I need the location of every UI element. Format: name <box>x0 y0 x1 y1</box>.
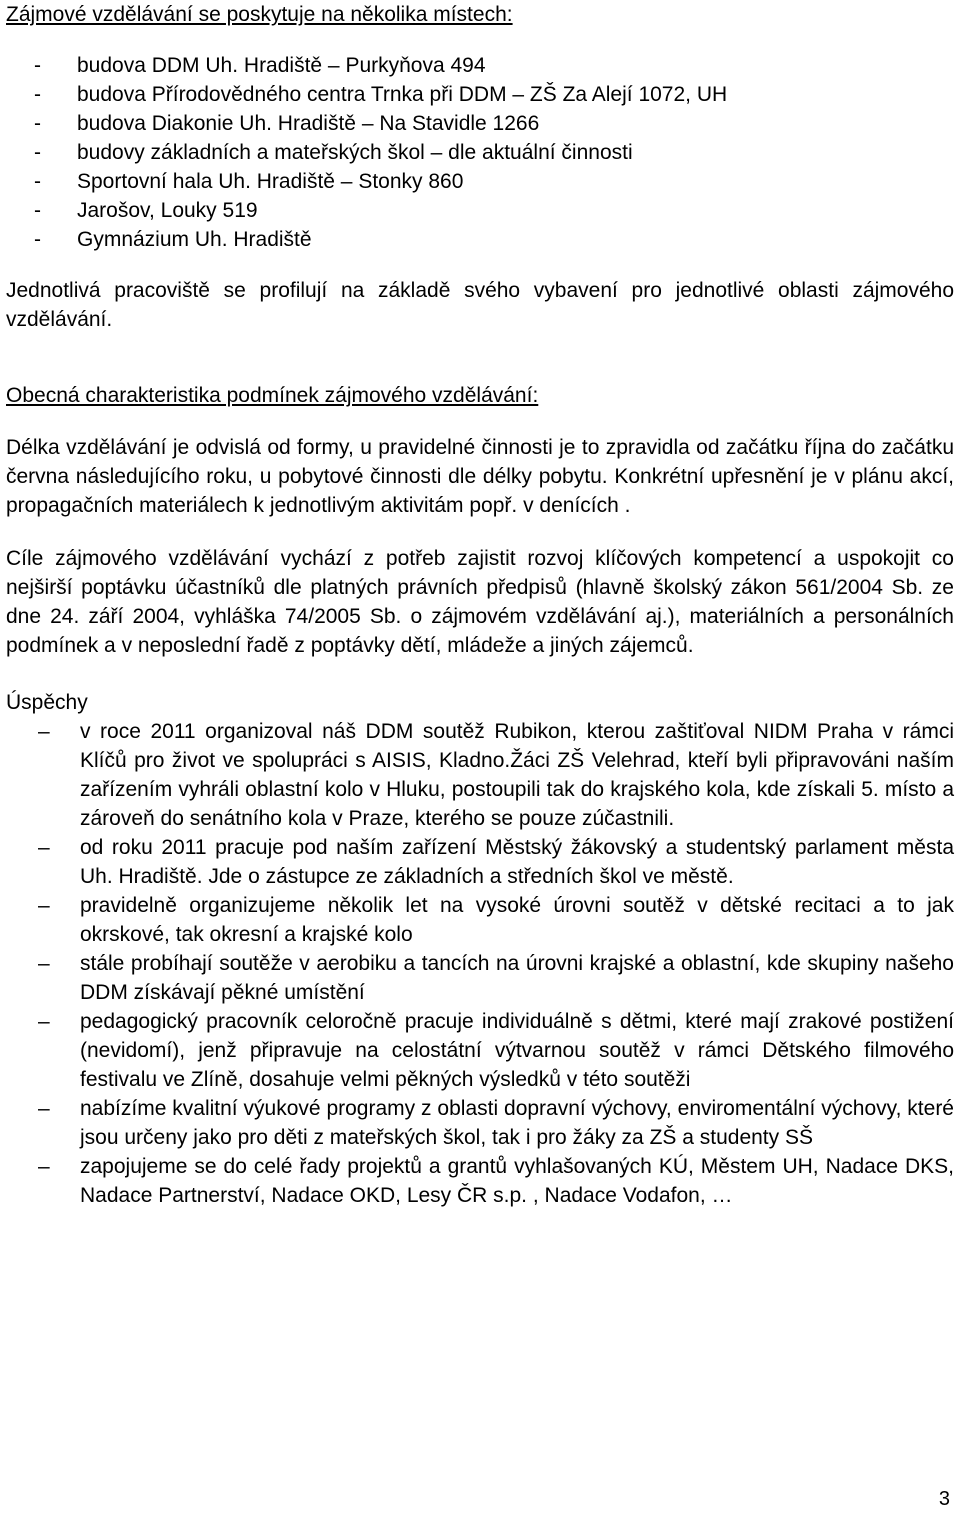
list-item <box>6 167 954 196</box>
list-item <box>6 225 954 254</box>
dash-marker: - <box>34 228 41 251</box>
list-item <box>6 1007 954 1094</box>
dash-marker: – <box>38 952 50 975</box>
achievement-text: pravidelně organizujeme několik let na vysoké úrovni soutěž v dětské recitaci a to jak okrskové, tak okresní a krajské kolo <box>80 894 954 946</box>
location-text: Jarošov, Louky 519 <box>77 199 258 222</box>
list-item <box>6 717 954 833</box>
achievement-text: zapojujeme se do celé řady projektů a grantů vyhlašovaných KÚ, Městem UH, Nadace DKS, Nadace Partnerství, Nadace OKD, Lesy ČR s.p. , Nadace Vodafon, … <box>80 1155 954 1207</box>
location-text: Gymnázium Uh. Hradiště <box>77 228 312 251</box>
dash-marker: – <box>38 894 50 917</box>
location-text: budova Přírodovědného centra Trnka při DDM – ZŠ Za Alejí 1072, UH <box>77 83 728 106</box>
list-item <box>6 1152 954 1210</box>
location-text: budova DDM Uh. Hradiště – Purkyňova 494 <box>77 54 486 77</box>
achievement-text: od roku 2011 pracuje pod naším zařízení Městský žákovský a studentský parlament města Uh. Hradiště. Jde o zástupce ze základních a středních škol ve městě. <box>80 836 954 888</box>
list-item <box>6 833 954 891</box>
profiling-paragraph: Jednotlivá pracoviště se profilují na základě svého vybavení pro jednotlivé oblasti zájmového vzdělávání. <box>6 279 954 331</box>
dash-marker: - <box>34 54 41 77</box>
dash-marker: – <box>38 1010 50 1033</box>
list-item <box>6 949 954 1007</box>
achievement-text: stále probíhají soutěže v aerobiku a tancích na úrovni krajské a oblastní, kde skupiny našeho DDM získávají pěkné umístění <box>80 952 954 1004</box>
locations-list <box>6 51 954 254</box>
dash-marker: - <box>34 83 41 106</box>
list-item <box>6 109 954 138</box>
list-item <box>6 196 954 225</box>
dash-marker: – <box>38 720 50 743</box>
dash-marker: – <box>38 1097 50 1120</box>
location-text: budova Diakonie Uh. Hradiště – Na Stavidle 1266 <box>77 112 540 135</box>
achievement-text: pedagogický pracovník celoročně pracuje individuálně s dětmi, které mají zrakové postižení (nevidomí), jenž připravuje na celostátní výtvarnou soutěž v rámci Dětského filmového festivalu ve Zlíně, dosahuje velmi pěkných výsledků v této soutěži <box>80 1010 954 1091</box>
list-item <box>6 1094 954 1152</box>
page-number: 3 <box>938 1488 950 1510</box>
achievement-text: nabízíme kvalitní výukové programy z oblasti dopravní výchovy, enviromentální výchovy, které jsou určeny jako pro děti z mateřských škol, tak i pro žáky za ZŠ a studenty SŠ <box>80 1097 954 1149</box>
location-text: budovy základních a mateřských škol – dle aktuální činnosti <box>77 141 633 164</box>
location-text: Sportovní hala Uh. Hradiště – Stonky 860 <box>77 170 464 193</box>
conditions-heading: Obecná charakteristika podmínek zájmového vzdělávání: <box>6 384 539 407</box>
achievements-heading: Úspěchy <box>6 691 88 714</box>
list-item <box>6 138 954 167</box>
list-item <box>6 891 954 949</box>
dash-marker: - <box>34 112 41 135</box>
list-item <box>6 80 954 109</box>
achievements-list <box>6 717 954 1210</box>
document-page <box>6 0 954 1210</box>
dash-marker: - <box>34 141 41 164</box>
dash-marker: – <box>38 1155 50 1178</box>
list-item <box>6 51 954 80</box>
dash-marker: - <box>34 170 41 193</box>
achievement-text: v roce 2011 organizoval náš DDM soutěž Rubikon, kterou zaštiťoval NIDM Praha v rámci Klíčů pro život ve spolupráci s AISIS, Kladno.Žáci ZŠ Velehrad, kteří byli připravováni naším zařízením vyhráli oblastní kolo v Hluku, postoupili tak do krajského kola, kde získali 5. místo a zároveň do senátního kola v Praze, kterého se pouze zúčastnili. <box>80 720 954 830</box>
dash-marker: - <box>34 199 41 222</box>
goals-paragraph: Cíle zájmového vzdělávání vychází z potřeb zajistit rozvoj klíčových kompetencí a uspokojit co nejširší poptávku účastníků dle platných právních předpisů (hlavně školský zákon 561/2004 Sb. ze dne 24. září 2004, vyhláška 74/2005 Sb. o zájmovém vzdělávání aj.), materiálních a personálních podmínek a v neposlední řadě z poptávky dětí, mládeže a jiných zájemců. <box>6 547 954 657</box>
dash-marker: – <box>38 836 50 859</box>
locations-heading: Zájmové vzdělávání se poskytuje na několika místech: <box>6 3 513 26</box>
conditions-paragraph: Délka vzdělávání je odvislá od formy, u pravidelné činnosti je to zpravidla od začátku října do začátku června následujícího roku, u pobytové činnosti dle délky pobytu. Konkrétní upřesnění je v plánu akcí, propagačních materiálech k jednotlivým aktivitám popř. v denících . <box>6 436 954 517</box>
